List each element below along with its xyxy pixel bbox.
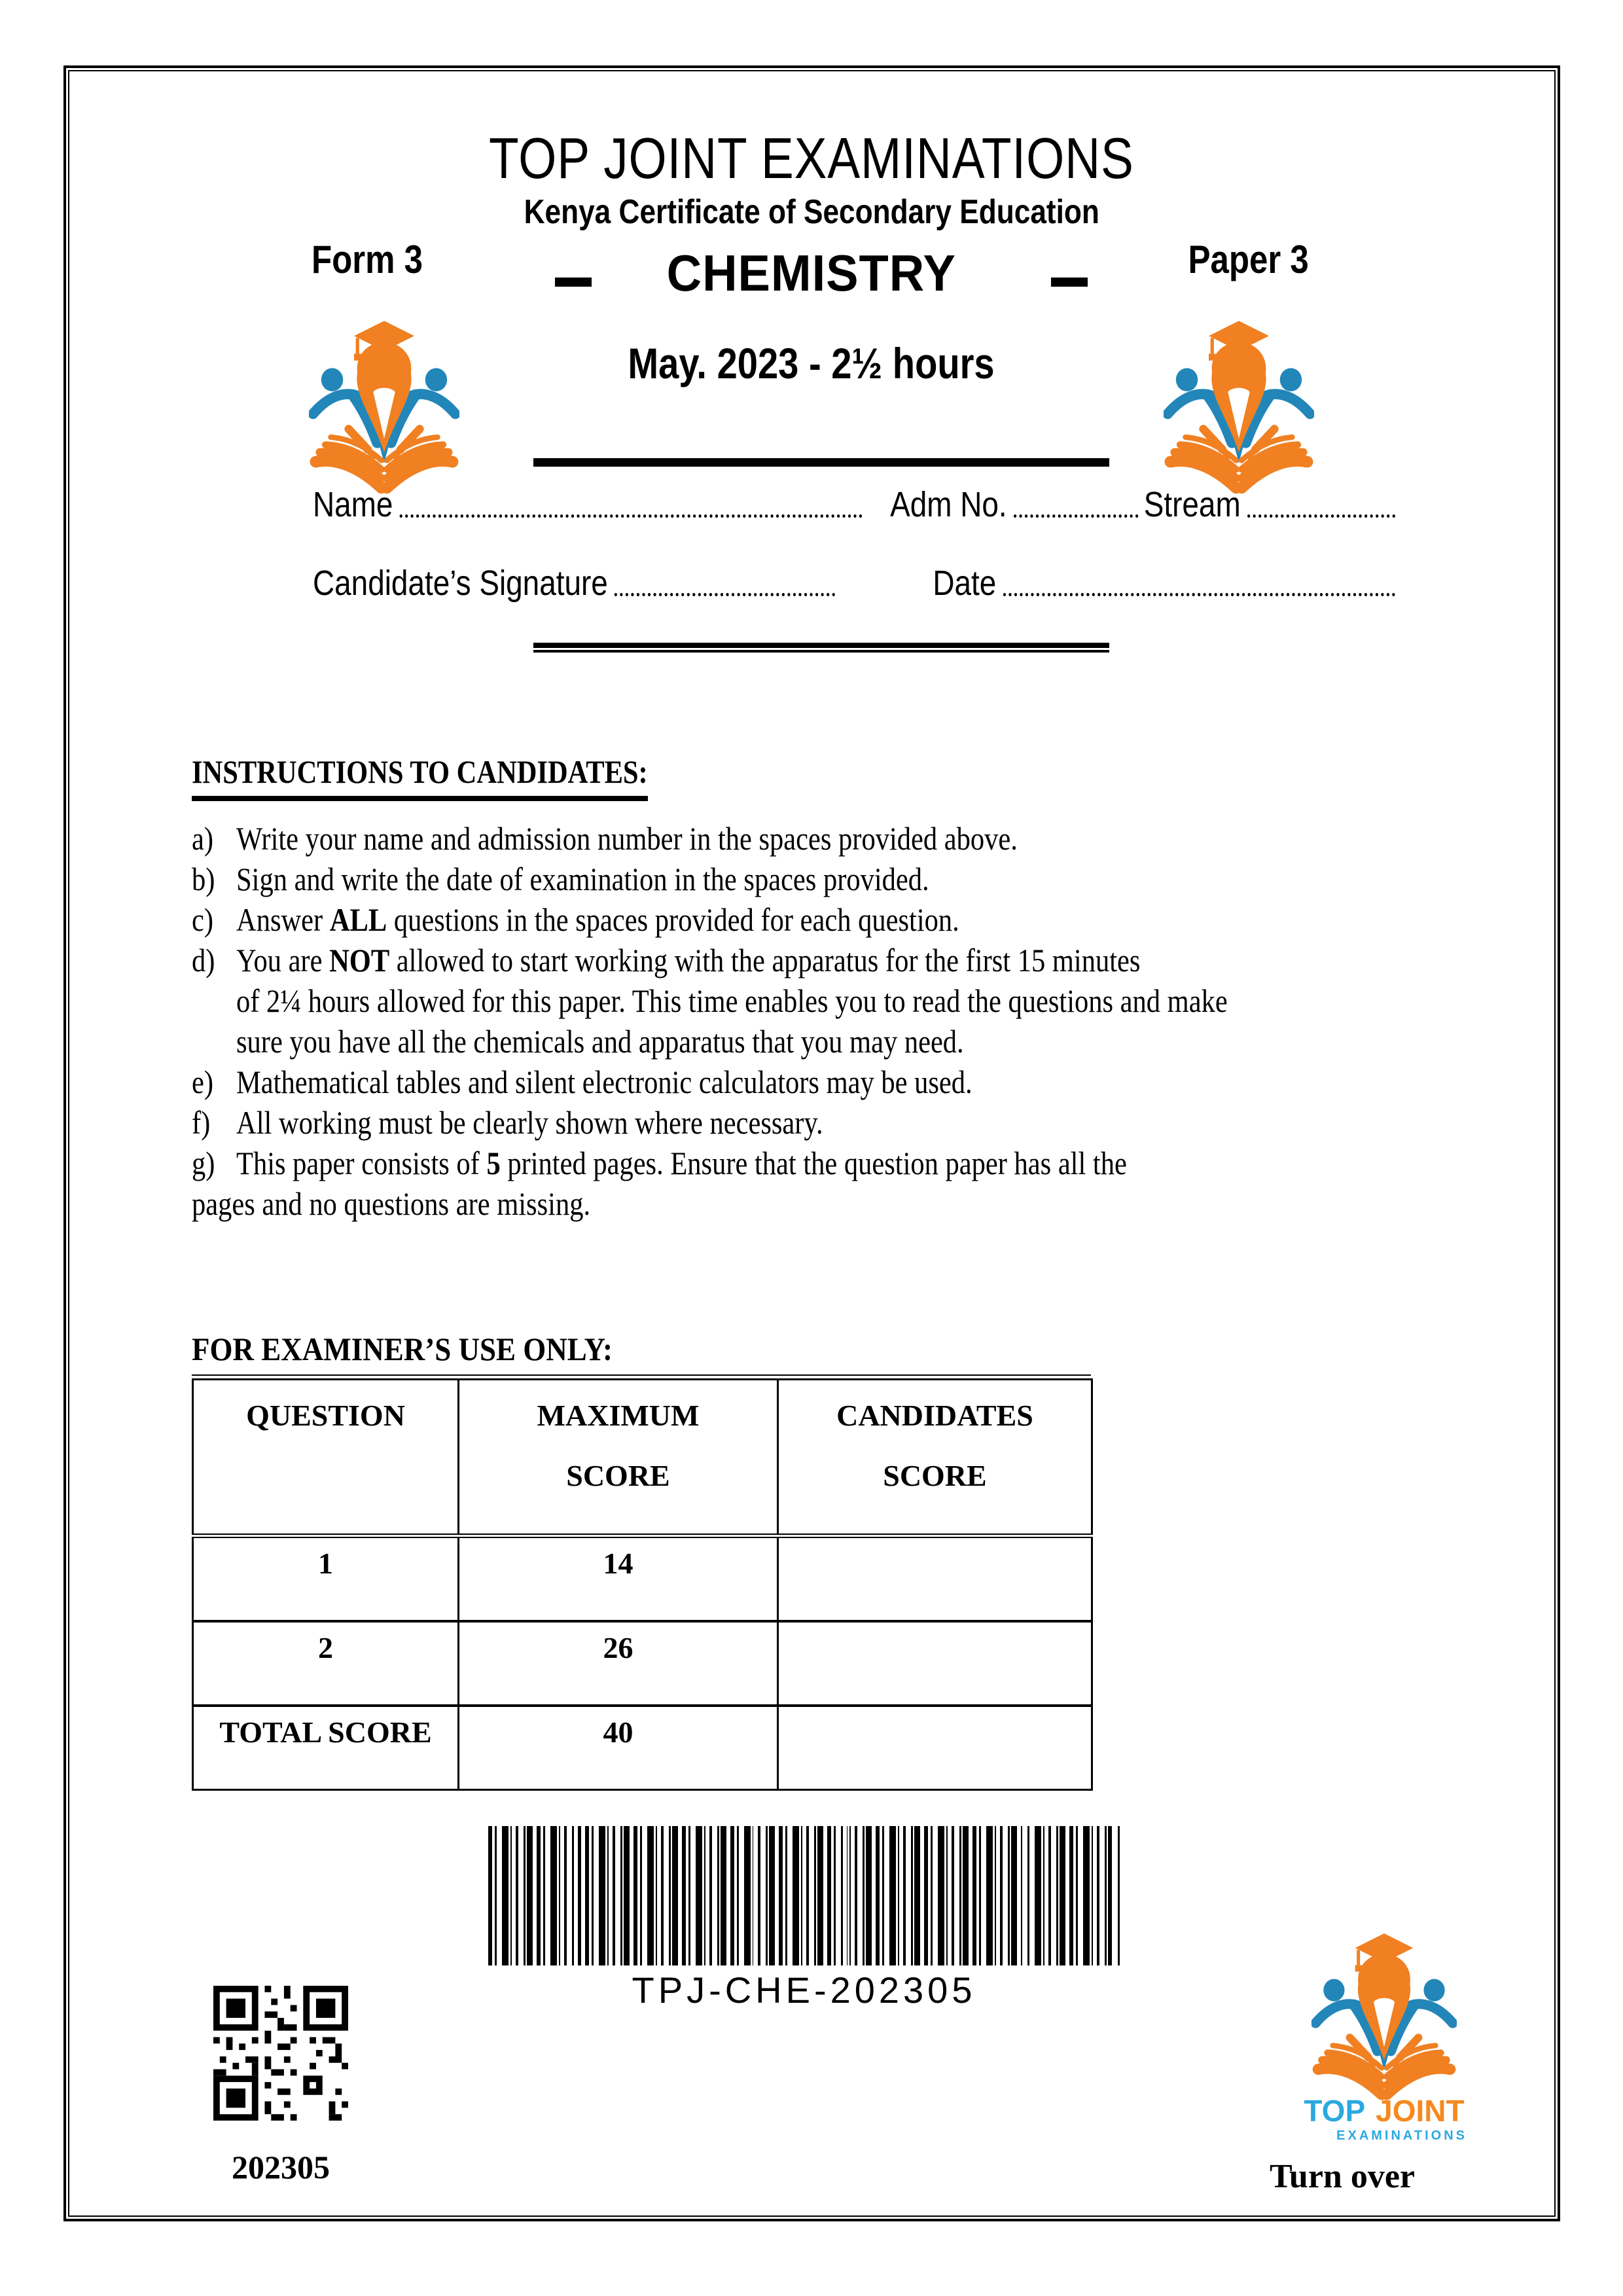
name-row	[313, 486, 1396, 524]
table-row-total	[193, 1706, 1092, 1790]
instructions-section	[192, 753, 1436, 1224]
instruction-item-b: b) Sign and write the date of examination in the spaces provided.	[192, 861, 929, 897]
serial-number: 202305	[232, 2149, 330, 2185]
logo-word-top: TOP	[1304, 2094, 1366, 2128]
score-table-header-row	[193, 1380, 1092, 1536]
date-label: Date	[933, 564, 997, 603]
signature-blank	[615, 590, 835, 596]
question-cell: 1	[193, 1536, 459, 1622]
session-line: May. 2023 - 2½ hours	[628, 339, 995, 387]
org-title	[0, 126, 1623, 190]
tje-logo-icon	[309, 318, 459, 497]
signature-row	[313, 564, 1396, 603]
examiner-heading: FOR EXAMINER’S USE ONLY:	[192, 1331, 613, 1367]
name-blank	[400, 512, 863, 518]
total-label-cell: TOTAL SCORE	[193, 1706, 459, 1790]
total-score-cell	[778, 1706, 1092, 1790]
subject-title: CHEMISTRY	[666, 244, 957, 302]
org-title-text: TOP JOINT EXAMINATIONS	[489, 126, 1134, 190]
instruction-item-g: g) This paper consists of 5 printed pages. Ensure that the question paper has all the	[192, 1145, 1127, 1181]
table-row	[193, 1621, 1092, 1706]
adm-no-label: Adm No.	[890, 485, 1007, 524]
instruction-item-c: c) Answer ALL questions in the spaces provided for each question.	[192, 901, 959, 938]
stream-blank	[1247, 512, 1395, 518]
score-table	[192, 1374, 1091, 1791]
header-rule-bottom	[533, 643, 1109, 653]
barcode-label: TPJ-CHE-202305	[632, 1969, 976, 2011]
date-blank	[1003, 590, 1396, 596]
instruction-item-d-line3: sure you have all the chemicals and apparatus that you may need.	[236, 1023, 964, 1060]
max-score-cell: 26	[459, 1621, 778, 1706]
instruction-item-e: e) Mathematical tables and silent electronic calculators may be used.	[192, 1064, 972, 1100]
footer-logo	[1294, 1931, 1474, 2144]
col-question: QUESTION	[193, 1380, 459, 1536]
org-subtitle-text: Kenya Certificate of Secondary Education	[524, 193, 1099, 231]
instruction-item-d-line2: of 2¼ hours allowed for this paper. This time enables you to read the questions and make	[236, 982, 1228, 1019]
max-score-cell: 14	[459, 1536, 778, 1622]
total-max-cell: 40	[459, 1706, 778, 1790]
signature-label: Candidate’s Signature	[313, 564, 608, 603]
org-subtitle	[0, 195, 1623, 229]
col-max-score: MAXIMUM SCORE	[459, 1380, 778, 1536]
qr-code	[213, 1986, 348, 2121]
form-label: Form 3	[312, 238, 423, 281]
tje-logo-icon	[1311, 1931, 1457, 2104]
instruction-item-g-tail: pages and no questions are missing.	[192, 1185, 591, 1222]
tje-logo-icon	[1164, 318, 1314, 497]
header-rule	[533, 458, 1109, 467]
examiner-section	[192, 1330, 1091, 1791]
header-dash-right	[1051, 278, 1088, 287]
header-dash-left	[555, 278, 592, 287]
logo-word-examinations: EXAMINATIONS	[1336, 2128, 1467, 2143]
instructions-heading: INSTRUCTIONS TO CANDIDATES:	[192, 753, 648, 801]
logo-wordmark	[1294, 2096, 1474, 2126]
logo-word-joint: JOINT	[1376, 2094, 1465, 2128]
barcode	[488, 1826, 1120, 1965]
candidate-score-cell	[778, 1621, 1092, 1706]
adm-no-blank	[1014, 512, 1138, 518]
candidate-score-cell	[778, 1536, 1092, 1622]
stream-label: Stream	[1143, 485, 1241, 524]
col-candidate-score: CANDIDATES SCORE	[778, 1380, 1092, 1536]
turn-over-note: Turn over	[1270, 2158, 1415, 2195]
paper-label: Paper 3	[1188, 238, 1309, 281]
instruction-item-a: a) Write your name and admission number in the spaces provided above.	[192, 820, 1018, 857]
question-cell: 2	[193, 1621, 459, 1706]
name-label: Name	[313, 485, 393, 524]
instruction-item-f: f) All working must be clearly shown where necessary.	[192, 1104, 823, 1141]
instruction-item-d: d) You are NOT allowed to start working with the apparatus for the first 15 minutes	[192, 942, 1141, 978]
table-row	[193, 1536, 1092, 1622]
